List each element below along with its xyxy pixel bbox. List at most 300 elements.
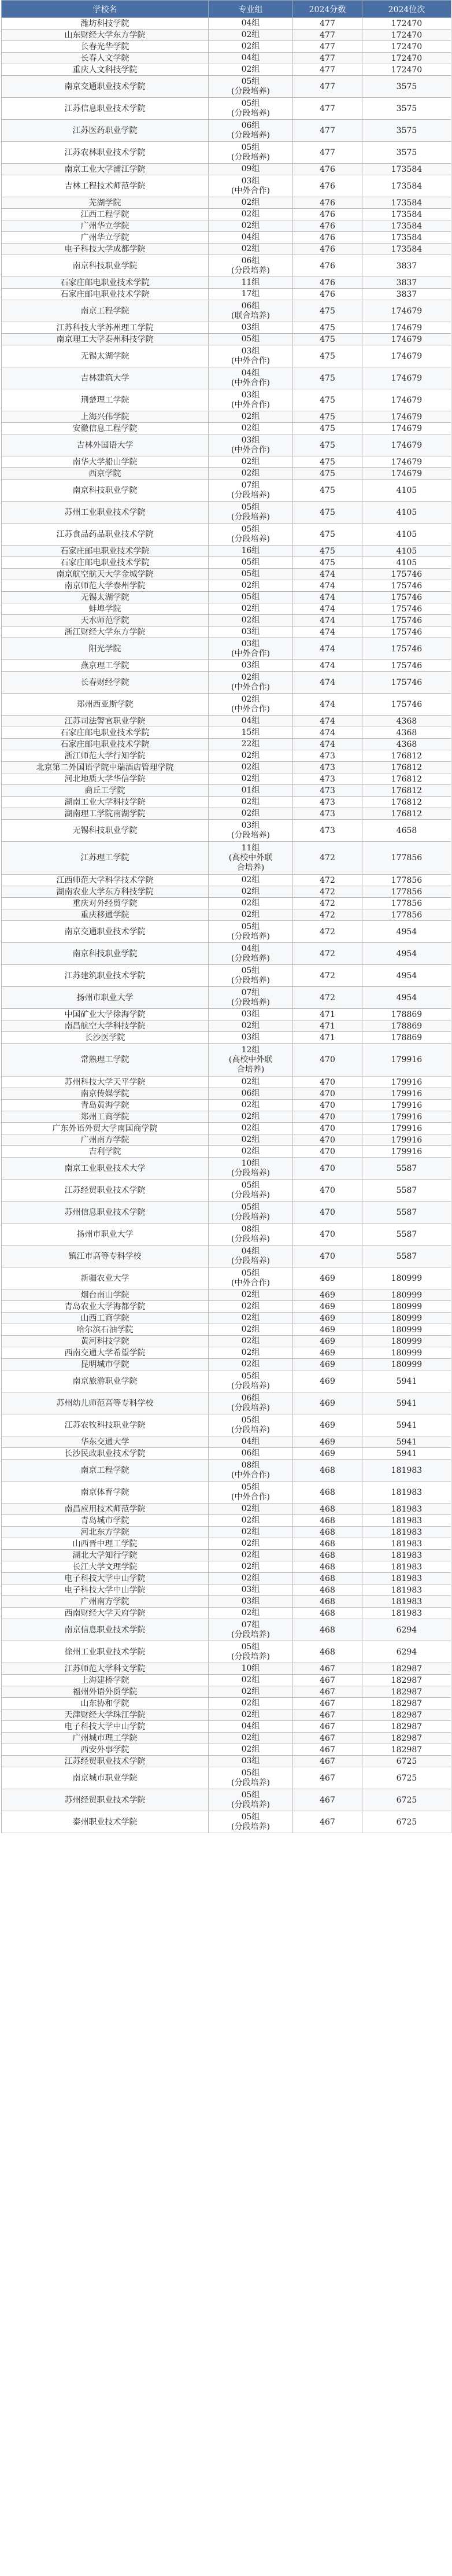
school-name-cell: 吉林建筑大学	[2, 367, 209, 389]
table-row	[2, 1756, 451, 1767]
table-row	[2, 672, 451, 694]
major-group-cell: 02组	[209, 1503, 293, 1515]
table-row	[2, 1789, 451, 1811]
major-group-cell: 05组	[209, 569, 293, 580]
score-cell: 477	[293, 142, 362, 164]
rank-cell: 182987	[362, 1675, 451, 1686]
table-row	[2, 1767, 451, 1789]
major-group-cell: 02组	[209, 898, 293, 909]
school-name-cell: 扬州市职业大学	[2, 1223, 209, 1245]
table-row	[2, 1811, 451, 1833]
rank-cell: 180999	[362, 1267, 451, 1289]
score-cell: 469	[293, 1289, 362, 1301]
score-cell: 474	[293, 716, 362, 727]
table-row	[2, 480, 451, 502]
major-group-cell: 09组	[209, 164, 293, 175]
header-2024-rank: 2024位次	[362, 1, 451, 18]
school-name-cell: 长春人文学院	[2, 53, 209, 64]
rank-cell: 181983	[362, 1482, 451, 1503]
school-name-cell: 苏州幼儿师范高等专科学校	[2, 1392, 209, 1414]
table-row	[2, 1245, 451, 1267]
major-group-cell: 01组	[209, 785, 293, 797]
rank-cell: 4954	[362, 921, 451, 943]
admission-score-table	[1, 0, 451, 1833]
table-row	[2, 197, 451, 209]
table-row	[2, 98, 451, 120]
school-name-cell: 广州华立学院	[2, 220, 209, 232]
school-name-cell: 南京科技职业学院	[2, 480, 209, 502]
table-row	[2, 1180, 451, 1202]
major-group-cell: 02组	[209, 423, 293, 434]
score-cell: 476	[293, 232, 362, 244]
score-cell: 470	[293, 1158, 362, 1180]
major-group-cell: 03组 (分段培养)	[209, 820, 293, 842]
school-name-cell: 浙江师范大学行知学院	[2, 750, 209, 762]
table-row	[2, 1686, 451, 1698]
table-row	[2, 468, 451, 480]
major-group-cell: 02组	[209, 580, 293, 592]
rank-cell: 180999	[362, 1336, 451, 1347]
school-name-cell: 南京科技职业学院	[2, 255, 209, 277]
table-row	[2, 277, 451, 289]
score-cell: 474	[293, 694, 362, 716]
major-group-cell: 02组	[209, 1608, 293, 1619]
score-cell: 475	[293, 322, 362, 334]
score-cell: 469	[293, 1324, 362, 1336]
major-group-cell: 02组	[209, 1324, 293, 1336]
table-row	[2, 411, 451, 423]
major-group-cell: 04组	[209, 53, 293, 64]
major-group-cell: 02组	[209, 808, 293, 820]
major-group-cell: 05组 (分段培养)	[209, 1767, 293, 1789]
school-name-cell: 芜湖学院	[2, 197, 209, 209]
school-name-cell: 重庆移通学院	[2, 909, 209, 921]
rank-cell: 5941	[362, 1392, 451, 1414]
score-cell: 470	[293, 1223, 362, 1245]
rank-cell: 174679	[362, 322, 451, 334]
school-name-cell: 苏州信息职业技术学院	[2, 1202, 209, 1223]
major-group-cell: 05组 (分段培养)	[209, 76, 293, 98]
score-cell: 470	[293, 1123, 362, 1134]
school-name-cell: 青岛农业大学海都学院	[2, 1301, 209, 1313]
score-cell: 468	[293, 1619, 362, 1641]
table-row	[2, 1009, 451, 1020]
rank-cell: 181983	[362, 1503, 451, 1515]
rank-cell: 6725	[362, 1767, 451, 1789]
rank-cell: 173584	[362, 164, 451, 175]
rank-cell: 175746	[362, 694, 451, 716]
major-group-cell: 02组	[209, 1111, 293, 1123]
table-row	[2, 232, 451, 244]
score-cell: 469	[293, 1414, 362, 1436]
table-header-row	[2, 1, 451, 18]
school-name-cell: 吉林外国语大学	[2, 434, 209, 456]
major-group-cell: 04组 (分段培养)	[209, 943, 293, 965]
rank-cell: 4368	[362, 739, 451, 750]
table-row	[2, 1573, 451, 1584]
major-group-cell: 05组 (分段培养)	[209, 965, 293, 987]
score-cell: 473	[293, 750, 362, 762]
table-row	[2, 1515, 451, 1527]
score-cell: 469	[293, 1448, 362, 1460]
table-row	[2, 423, 451, 434]
school-name-cell: 苏州科技大学天平学院	[2, 1077, 209, 1088]
school-name-cell: 湖南工业大学科技学院	[2, 797, 209, 808]
major-group-cell: 02组	[209, 1561, 293, 1573]
score-cell: 467	[293, 1756, 362, 1767]
table-row	[2, 1675, 451, 1686]
score-cell: 469	[293, 1336, 362, 1347]
major-group-cell: 02组 (中外合作)	[209, 694, 293, 716]
rank-cell: 179916	[362, 1044, 451, 1077]
school-name-cell: 江苏食品药品职业技术学院	[2, 524, 209, 546]
major-group-cell: 05组	[209, 592, 293, 603]
major-group-cell: 02组	[209, 1515, 293, 1527]
rank-cell: 4105	[362, 546, 451, 557]
school-name-cell: 江苏科技大学苏州理工学院	[2, 322, 209, 334]
rank-cell: 175746	[362, 627, 451, 638]
table-body	[2, 18, 451, 1833]
school-name-cell: 郑州西亚斯学院	[2, 694, 209, 716]
score-cell: 467	[293, 1733, 362, 1744]
major-group-cell: 05组 (分段培养)	[209, 1811, 293, 1833]
score-cell: 470	[293, 1134, 362, 1146]
rank-cell: 179916	[362, 1077, 451, 1088]
table-row	[2, 1596, 451, 1608]
rank-cell: 5941	[362, 1414, 451, 1436]
table-row	[2, 1733, 451, 1744]
rank-cell: 176812	[362, 750, 451, 762]
table-row	[2, 987, 451, 1009]
rank-cell: 3575	[362, 98, 451, 120]
table-row	[2, 762, 451, 773]
rank-cell: 181983	[362, 1550, 451, 1561]
major-group-cell: 22组	[209, 739, 293, 750]
major-group-cell: 02组	[209, 244, 293, 255]
school-name-cell: 长春光华学院	[2, 41, 209, 53]
table-row	[2, 220, 451, 232]
score-cell: 477	[293, 64, 362, 76]
major-group-cell: 05组	[209, 557, 293, 569]
school-name-cell: 广东外语外贸大学南国商学院	[2, 1123, 209, 1134]
table-row	[2, 1392, 451, 1414]
school-name-cell: 北京第二外国语学院中瑞酒店管理学院	[2, 762, 209, 773]
major-group-cell: 16组	[209, 546, 293, 557]
major-group-cell: 02组	[209, 30, 293, 41]
major-group-cell: 03组 (中外合作)	[209, 638, 293, 660]
major-group-cell: 02组	[209, 411, 293, 423]
school-name-cell: 河北地质大学华信学院	[2, 773, 209, 785]
major-group-cell: 05组 (分段培养)	[209, 1414, 293, 1436]
rank-cell: 5587	[362, 1158, 451, 1180]
major-group-cell: 02组	[209, 1550, 293, 1561]
school-name-cell: 无锡科技职业学院	[2, 820, 209, 842]
rank-cell: 179916	[362, 1100, 451, 1111]
school-name-cell: 电子科技大学中山学院	[2, 1584, 209, 1596]
table-row	[2, 64, 451, 76]
table-row	[2, 1709, 451, 1721]
major-group-cell: 05组 (分段培养)	[209, 142, 293, 164]
score-cell: 472	[293, 875, 362, 886]
table-row	[2, 773, 451, 785]
rank-cell: 4105	[362, 557, 451, 569]
major-group-cell: 02组	[209, 1538, 293, 1550]
table-row	[2, 627, 451, 638]
score-cell: 475	[293, 468, 362, 480]
school-name-cell: 南京交通职业技术学院	[2, 921, 209, 943]
rank-cell: 5941	[362, 1448, 451, 1460]
major-group-cell: 02组 (中外合作)	[209, 672, 293, 694]
table-row	[2, 345, 451, 367]
major-group-cell: 06组 (分段培养)	[209, 120, 293, 142]
table-row	[2, 921, 451, 943]
major-group-cell: 10组	[209, 1663, 293, 1675]
table-row	[2, 750, 451, 762]
rank-cell: 175746	[362, 580, 451, 592]
school-name-cell: 重庆人文科技学院	[2, 64, 209, 76]
major-group-cell: 05组 (分段培养)	[209, 524, 293, 546]
major-group-cell: 04组	[209, 1721, 293, 1733]
rank-cell: 179916	[362, 1146, 451, 1158]
rank-cell: 173584	[362, 209, 451, 220]
rank-cell: 181983	[362, 1584, 451, 1596]
school-name-cell: 山西晋中理工学院	[2, 1538, 209, 1550]
major-group-cell: 03组	[209, 322, 293, 334]
major-group-cell: 03组	[209, 1596, 293, 1608]
score-cell: 475	[293, 434, 362, 456]
school-name-cell: 苏州经贸职业技术学院	[2, 1789, 209, 1811]
score-cell: 471	[293, 1032, 362, 1044]
score-cell: 476	[293, 175, 362, 197]
score-cell: 477	[293, 18, 362, 30]
school-name-cell: 南昌应用技术师范学院	[2, 1503, 209, 1515]
major-group-cell: 02组	[209, 886, 293, 898]
school-name-cell: 山东协和学院	[2, 1698, 209, 1709]
major-group-cell: 02组	[209, 875, 293, 886]
table-row	[2, 1111, 451, 1123]
table-row	[2, 53, 451, 64]
major-group-cell: 02组	[209, 1077, 293, 1088]
school-name-cell: 无锡太湖学院	[2, 345, 209, 367]
rank-cell: 180999	[362, 1347, 451, 1359]
major-group-cell: 08组 (分段培养)	[209, 1223, 293, 1245]
major-group-cell: 02组	[209, 1313, 293, 1324]
school-name-cell: 无锡太湖学院	[2, 592, 209, 603]
school-name-cell: 电子科技大学中山学院	[2, 1573, 209, 1584]
table-row	[2, 1134, 451, 1146]
table-row	[2, 739, 451, 750]
table-row	[2, 546, 451, 557]
rank-cell: 182987	[362, 1721, 451, 1733]
school-name-cell: 江西工程学院	[2, 209, 209, 220]
school-name-cell: 山东财经大学东方学院	[2, 30, 209, 41]
major-group-cell: 07组 (分段培养)	[209, 1619, 293, 1641]
school-name-cell: 广州华立学院	[2, 232, 209, 244]
table-row	[2, 76, 451, 98]
school-name-cell: 南京工程学院	[2, 1460, 209, 1482]
rank-cell: 6725	[362, 1756, 451, 1767]
score-cell: 468	[293, 1460, 362, 1482]
school-name-cell: 西南财经大学天府学院	[2, 1608, 209, 1619]
rank-cell: 176812	[362, 797, 451, 808]
score-cell: 470	[293, 1180, 362, 1202]
rank-cell: 5941	[362, 1436, 451, 1448]
rank-cell: 4368	[362, 716, 451, 727]
table-row	[2, 18, 451, 30]
rank-cell: 175746	[362, 660, 451, 672]
school-name-cell: 吉林工程技术师范学院	[2, 175, 209, 197]
rank-cell: 177856	[362, 842, 451, 875]
score-cell: 473	[293, 808, 362, 820]
rank-cell: 176812	[362, 785, 451, 797]
rank-cell: 3837	[362, 289, 451, 300]
table-row	[2, 785, 451, 797]
major-group-cell: 06组	[209, 1448, 293, 1460]
rank-cell: 3575	[362, 142, 451, 164]
major-group-cell: 02组	[209, 773, 293, 785]
score-cell: 468	[293, 1561, 362, 1573]
school-name-cell: 广州南方学院	[2, 1134, 209, 1146]
score-cell: 467	[293, 1675, 362, 1686]
score-cell: 477	[293, 76, 362, 98]
major-group-cell: 02组	[209, 64, 293, 76]
score-cell: 467	[293, 1744, 362, 1756]
rank-cell: 4105	[362, 480, 451, 502]
rank-cell: 174679	[362, 389, 451, 411]
school-name-cell: 江苏经贸职业技术学院	[2, 1180, 209, 1202]
header-major-group: 专业组	[209, 1, 293, 18]
rank-cell: 174679	[362, 434, 451, 456]
rank-cell: 4368	[362, 727, 451, 739]
school-name-cell: 上海建桥学院	[2, 1675, 209, 1686]
school-name-cell: 阳光学院	[2, 638, 209, 660]
table-row	[2, 1436, 451, 1448]
rank-cell: 173584	[362, 175, 451, 197]
table-row	[2, 808, 451, 820]
major-group-cell: 11组	[209, 277, 293, 289]
table-row	[2, 142, 451, 164]
school-name-cell: 石家庄邮电职业技术学院	[2, 546, 209, 557]
major-group-cell: 04组	[209, 1436, 293, 1448]
score-cell: 468	[293, 1482, 362, 1503]
school-name-cell: 浙江财经大学东方学院	[2, 627, 209, 638]
rank-cell: 4105	[362, 524, 451, 546]
school-name-cell: 湖北大学知行学院	[2, 1550, 209, 1561]
table-row	[2, 716, 451, 727]
table-row	[2, 1359, 451, 1370]
rank-cell: 180999	[362, 1301, 451, 1313]
score-cell: 474	[293, 603, 362, 615]
major-group-cell: 05组 (分段培养)	[209, 1202, 293, 1223]
school-name-cell: 南京旅游职业学院	[2, 1370, 209, 1392]
table-row	[2, 660, 451, 672]
score-cell: 475	[293, 345, 362, 367]
table-row	[2, 1313, 451, 1324]
school-name-cell: 西安外事学院	[2, 1744, 209, 1756]
table-row	[2, 1482, 451, 1503]
rank-cell: 175746	[362, 615, 451, 627]
school-name-cell: 湖南农业大学东方科技学院	[2, 886, 209, 898]
rank-cell: 174679	[362, 411, 451, 423]
school-name-cell: 南京交通职业技术学院	[2, 76, 209, 98]
table-row	[2, 694, 451, 716]
major-group-cell: 02组	[209, 1709, 293, 1721]
major-group-cell: 02组	[209, 1301, 293, 1313]
rank-cell: 181983	[362, 1608, 451, 1619]
school-name-cell: 上海兴伟学院	[2, 411, 209, 423]
school-name-cell: 安徽信息工程学院	[2, 423, 209, 434]
school-name-cell: 青岛城市学院	[2, 1515, 209, 1527]
rank-cell: 172470	[362, 41, 451, 53]
major-group-cell: 02组	[209, 1123, 293, 1134]
major-group-cell: 03组 (中外合作)	[209, 434, 293, 456]
table-row	[2, 1608, 451, 1619]
score-cell: 472	[293, 965, 362, 987]
score-cell: 475	[293, 546, 362, 557]
score-cell: 468	[293, 1503, 362, 1515]
school-name-cell: 南京航空航天大学金城学院	[2, 569, 209, 580]
score-cell: 477	[293, 98, 362, 120]
table-row	[2, 569, 451, 580]
major-group-cell: 03组 (中外合作)	[209, 389, 293, 411]
score-cell: 470	[293, 1044, 362, 1077]
table-row	[2, 580, 451, 592]
score-cell: 473	[293, 762, 362, 773]
table-row	[2, 886, 451, 898]
table-row	[2, 615, 451, 627]
table-row	[2, 434, 451, 456]
rank-cell: 178869	[362, 1020, 451, 1032]
major-group-cell: 04组 (中外合作)	[209, 367, 293, 389]
score-cell: 473	[293, 820, 362, 842]
table-row	[2, 797, 451, 808]
score-cell: 472	[293, 943, 362, 965]
major-group-cell: 02组	[209, 220, 293, 232]
major-group-cell: 05组 (分段培养)	[209, 1641, 293, 1663]
major-group-cell: 07组 (分段培养)	[209, 480, 293, 502]
table-row	[2, 1202, 451, 1223]
rank-cell: 172470	[362, 64, 451, 76]
score-cell: 473	[293, 797, 362, 808]
school-name-cell: 江苏农牧科技职业学院	[2, 1414, 209, 1436]
major-group-cell: 02组	[209, 1289, 293, 1301]
table-row	[2, 367, 451, 389]
score-cell: 467	[293, 1721, 362, 1733]
school-name-cell: 长沙民政职业技术学院	[2, 1448, 209, 1460]
rank-cell: 181983	[362, 1515, 451, 1527]
major-group-cell: 08组 (中外合作)	[209, 1460, 293, 1482]
score-cell: 475	[293, 480, 362, 502]
score-cell: 474	[293, 615, 362, 627]
major-group-cell: 12组 (高校中外联 合培养)	[209, 1044, 293, 1077]
table-row	[2, 389, 451, 411]
major-group-cell: 03组	[209, 1756, 293, 1767]
score-cell: 469	[293, 1347, 362, 1359]
school-name-cell: 新疆农业大学	[2, 1267, 209, 1289]
major-group-cell: 02组	[209, 1336, 293, 1347]
table-row	[2, 1088, 451, 1100]
major-group-cell: 02组	[209, 1020, 293, 1032]
table-row	[2, 1123, 451, 1134]
rank-cell: 181983	[362, 1561, 451, 1573]
school-name-cell: 石家庄邮电职业技术学院	[2, 277, 209, 289]
school-name-cell: 石家庄邮电职业技术学院	[2, 727, 209, 739]
major-group-cell: 10组 (分段培养)	[209, 1158, 293, 1180]
score-cell: 472	[293, 987, 362, 1009]
rank-cell: 6725	[362, 1789, 451, 1811]
school-name-cell: 中国矿业大学徐海学院	[2, 1009, 209, 1020]
rank-cell: 172470	[362, 30, 451, 41]
